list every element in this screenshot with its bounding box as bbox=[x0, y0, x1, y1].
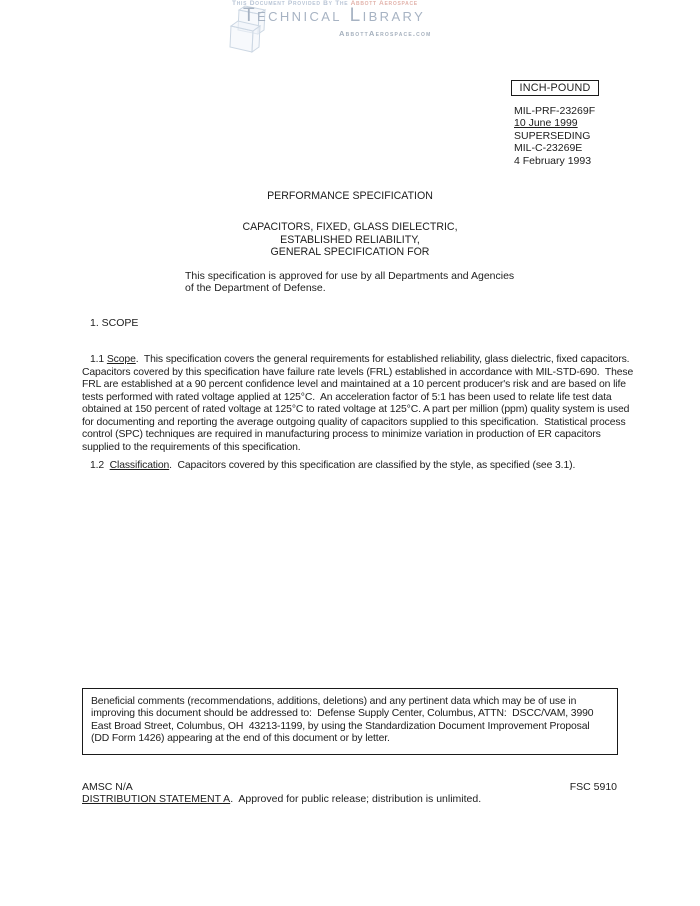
doc-type-heading: PERFORMANCE SPECIFICATION bbox=[267, 190, 433, 202]
comment-box bbox=[82, 688, 618, 755]
para-1-1-number: 1.1 bbox=[90, 354, 107, 366]
title-line-1: CAPACITORS, FIXED, GLASS DIELECTRIC, bbox=[242, 221, 458, 233]
approval-line-2: of the Department of Defense. bbox=[185, 282, 326, 295]
distribution-statement bbox=[82, 793, 481, 805]
abbott-aerospace-logo bbox=[226, 0, 486, 54]
approval-statement bbox=[185, 270, 514, 295]
section-heading-scope: 1. SCOPE bbox=[90, 317, 139, 329]
comment-box-text: Beneficial comments (recommendations, additions, deletions) and any pertinent data which may be of use in improving this document should be addressed to: Defense Supply Center, Columbus, ATTN: DSCC/VAM, 3990 East Broad Street, Columbus, OH 43213-1199, by using the Standardization Document Improvement Proposal (DD Form 1426) appearing at the end of this document or by letter. bbox=[91, 696, 597, 745]
spec-title bbox=[0, 221, 700, 259]
amsc-number: AMSC N/A bbox=[82, 781, 133, 793]
title-line-2: ESTABLISHED RELIABILITY, bbox=[280, 233, 420, 246]
distribution-statement-text: . Approved for public release; distribution is unlimited. bbox=[230, 793, 482, 805]
paragraph-1-1 bbox=[82, 354, 634, 454]
superseded-number: MIL-C-23269E bbox=[514, 142, 583, 155]
fsc-number: FSC 5910 bbox=[569, 781, 617, 793]
approval-line-1: This specification is approved for use by all Departments and Agencies bbox=[185, 270, 515, 282]
para-1-2-label: Classification bbox=[109, 460, 170, 472]
spec-date: 10 June 1999 bbox=[514, 117, 578, 130]
superseded-date: 4 February 1993 bbox=[514, 154, 592, 167]
para-1-1-text: . This specification covers the general requirements for established reliability, glass dielectric, fixed capacitors. Capacitors covered by this specification have failure rate levels (FRL) established in accordance with MIL-STD-690. These FRL are established at a 90 percent confidence level and maintained at a 10 percent producer's risk and are based on life tests performed with rated voltage applied at 125°C. An acceleration factor of 5:1 has been used to relate life test data obtained at 150 percent of rated voltage at 125°C to rated voltage at 125°C. A part per million (ppm) quality system is used for documenting and reporting the average outgoing quality of capacitors supplied to this specification. Statistical process control (SPC) techniques are required in manufacturing process to minimize variation in production of ER capacitors supplied to the requirements of this specification. bbox=[82, 354, 636, 453]
logo-provided-prefix: This Document Provided By The bbox=[232, 0, 351, 7]
spec-number: MIL-PRF-23269F bbox=[514, 105, 596, 117]
title-line-3: GENERAL SPECIFICATION FOR bbox=[270, 246, 430, 259]
inch-pound-badge: INCH-POUND bbox=[511, 80, 599, 96]
logo-title: Technical Library bbox=[243, 5, 426, 26]
para-1-2-text: . Capacitors covered by this specification are classified by the style, as specified (see 3.1). bbox=[169, 460, 576, 472]
footer bbox=[82, 781, 617, 793]
logo-provided-brand: Abbott Aerospace bbox=[350, 0, 418, 7]
logo-url: AbbottAerospace.com bbox=[339, 29, 432, 38]
doc-id-block bbox=[514, 105, 595, 167]
para-1-2-number: 1.2 bbox=[90, 460, 110, 472]
superseding-label: SUPERSEDING bbox=[514, 129, 591, 142]
distribution-statement-label: DISTRIBUTION STATEMENT A bbox=[82, 793, 231, 805]
paragraph-1-2 bbox=[82, 460, 634, 472]
para-1-1-label: Scope bbox=[106, 354, 136, 366]
